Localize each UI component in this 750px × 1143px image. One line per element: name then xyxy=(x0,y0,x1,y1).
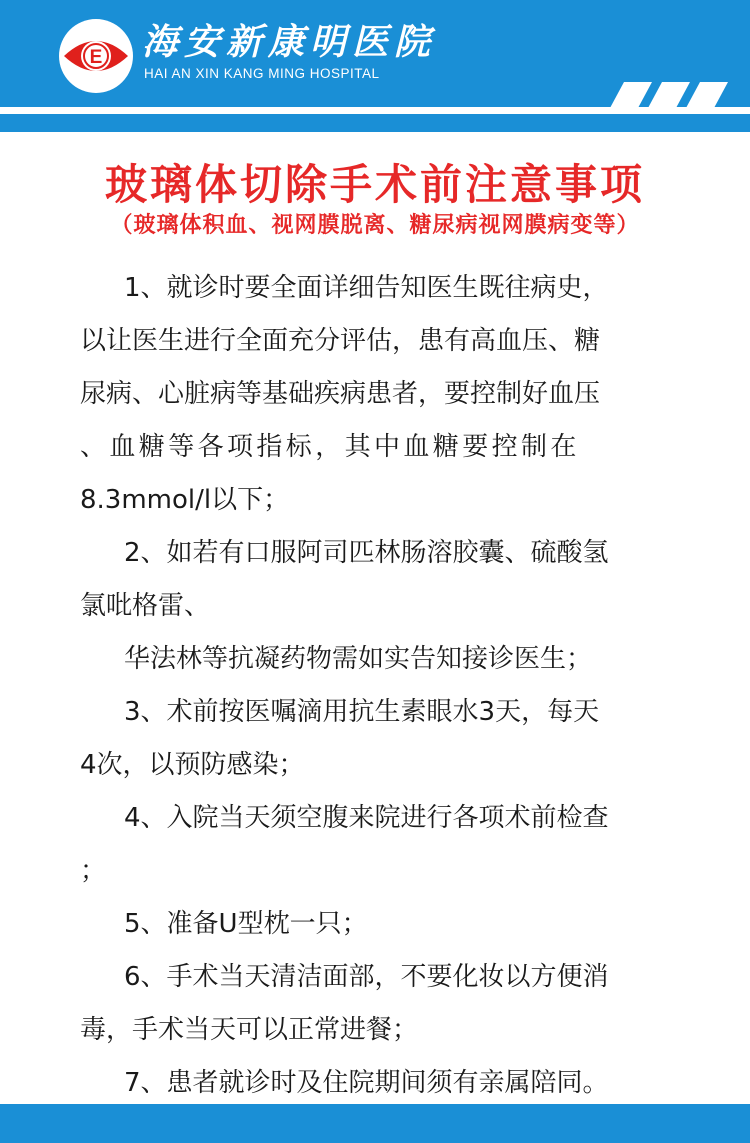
hospital-name-en: HAI AN XIN KANG MING HOSPITAL xyxy=(144,66,380,81)
header-lower-bar xyxy=(0,114,750,132)
notice-line: 尿病、心脏病等基础疾病患者，要控制好血压 xyxy=(80,379,601,409)
notice-line: 华法林等抗凝药物需如实告知接诊医生； xyxy=(124,644,593,674)
notice-line: 3、术前按医嘱滴用抗生素眼水3天，每天 xyxy=(124,697,600,727)
notice-line: 7、患者就诊时及住院期间须有亲属陪同。 xyxy=(124,1068,609,1098)
notice-line: 1、就诊时要全面详细告知医生既往病史， xyxy=(124,273,609,303)
notice-line: 毒，手术当天可以正常进餐； xyxy=(80,1015,419,1045)
notice-line: 、血糖等各项指标，其中血糖要控制在 xyxy=(80,432,580,462)
notice-line: 4次，以预防感染； xyxy=(80,750,305,780)
notice-line: ； xyxy=(80,856,107,886)
header-banner xyxy=(0,0,750,132)
notice-line: 以让医生进行全面充分评估，患有高血压、糖 xyxy=(80,326,601,356)
page-subtitle: （玻璃体积血、视网膜脱离、糖尿病视网膜病变等） xyxy=(110,212,640,238)
logo-letter: E xyxy=(89,47,103,68)
notice-line: 氯吡格雷、 xyxy=(80,591,211,621)
notice-content xyxy=(80,262,690,1110)
notice-line: 2、如若有口服阿司匹林肠溶胶囊、硫酸氢 xyxy=(124,538,609,568)
hospital-logo-icon xyxy=(58,18,134,94)
notice-line: 8.3mmol/l以下； xyxy=(80,485,290,515)
page-title: 玻璃体切除手术前注意事项 xyxy=(104,160,645,209)
footer-bar xyxy=(0,1104,750,1143)
notice-line: 5、准备U型枕一只； xyxy=(124,909,368,939)
hospital-name-cn: 海安新康明医院 xyxy=(142,21,437,63)
notice-line: 6、手术当天清洁面部，不要化妆以方便消 xyxy=(124,962,609,992)
decorative-stripes xyxy=(594,80,744,110)
notice-line: 4、入院当天须空腹来院进行各项术前检查 xyxy=(124,803,609,833)
